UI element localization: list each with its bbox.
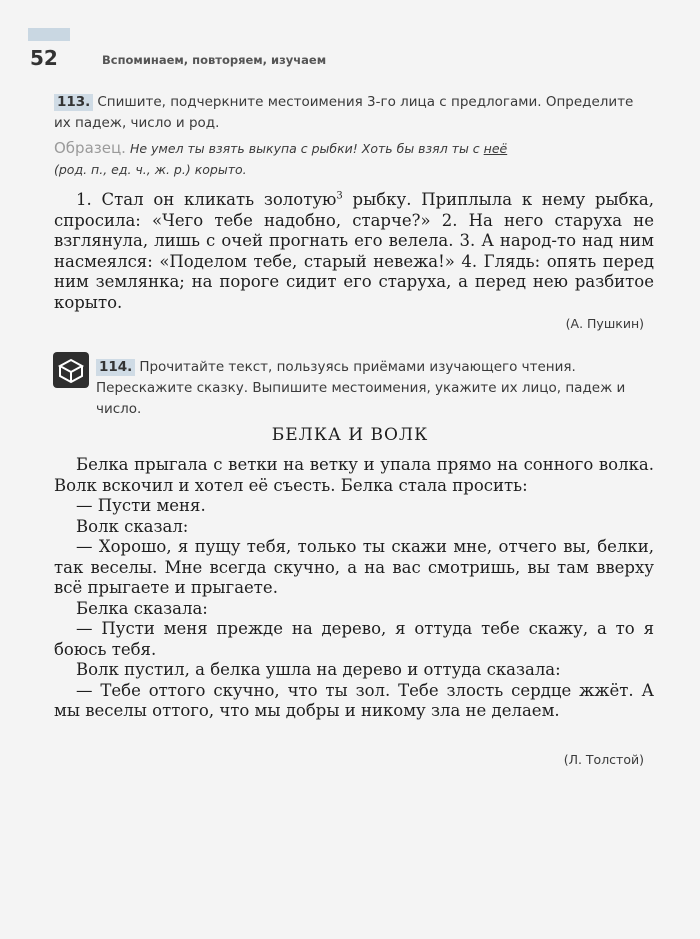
story-paragraph: Волк пустил, а белка ушла на дерево и оттуда сказала: (76, 660, 561, 679)
story-paragraph: Белка прыгала с ветки на ветку и упала прямо на сонного волка. Волк вскочил и хотел её съесть. Белка стала просить: (54, 455, 654, 495)
passage-part-2: рыбку. Приплыла к нему рыбка, спросила: «Чего тебе надобно, старче?» 2. На него старуха не взглянула, лишь с очей прогнать его велела. 3. А народ-то над ним насмеялся: «Поделом тебе, старый невежа!» 4. Глядь: опять перед ним землянка; на пороге сидит его старуха, а перед нею разбитое корыто. (54, 190, 655, 312)
story-paragraph: — Тебе оттого скучно, что ты зол. Тебе злость сердце жжёт. А мы веселы оттого, что мы добры и никому зла не делаем. (54, 680, 654, 720)
sample-underlined-pronoun: неё (483, 141, 508, 156)
task-113-number: 113. (54, 94, 93, 111)
story-paragraph: — Хорошо, я пущу тебя, только ты скажи мне, отчего вы, белки, так веселы. Мне всегда скучно, а на вас смотришь, вы там вверху всё прыгаете и прыгаете. (54, 537, 654, 597)
task-113-instruction: Спишите, подчеркните местоимения 3-го лица с предлогами. Определите их падеж, число и род. (54, 94, 634, 131)
task-114-author: (Л. Толстой) (563, 752, 644, 767)
sample-label: Образец. (54, 139, 126, 157)
story-text (54, 455, 654, 722)
task-113-instruction-block (54, 92, 654, 134)
footnote-mark: 3 (336, 190, 343, 202)
page-tab-marker (28, 28, 70, 41)
page-number: 52 (30, 46, 58, 70)
story-paragraph: — Пусти меня прежде на дерево, я оттуда тебе скажу, а то я боюсь тебя. (54, 619, 654, 659)
task-113-sample (54, 138, 654, 180)
sample-text-1: Не умел ты взять выкупа с рыбки! Хоть бы взял ты с (129, 141, 484, 156)
task-114-instruction: Прочитайте текст, пользуясь приёмами изучающего чтения. Перескажите сказку. Выпишите местоимения, укажите их лицо, падеж и число. (96, 359, 626, 417)
cube-icon (52, 351, 90, 389)
sample-text-2: (род. п., ед. ч., ж. р.) корыто. (54, 162, 247, 177)
task-114-number: 114. (96, 359, 135, 376)
running-title: Вспоминаем, повторяем, изучаем (102, 53, 327, 67)
task-113-passage (54, 190, 654, 313)
story-paragraph: Волк сказал: (76, 516, 189, 536)
story-title: БЕЛКА И ВОЛК (271, 425, 429, 445)
story-paragraph: — Пусти меня. (76, 496, 206, 515)
task-114-instruction-block (96, 357, 652, 420)
passage-part-1: 1. Стал он кликать золотую (76, 190, 337, 209)
story-paragraph: Белка сказала: (76, 598, 208, 618)
task-113-author: (А. Пушкин) (565, 316, 644, 331)
